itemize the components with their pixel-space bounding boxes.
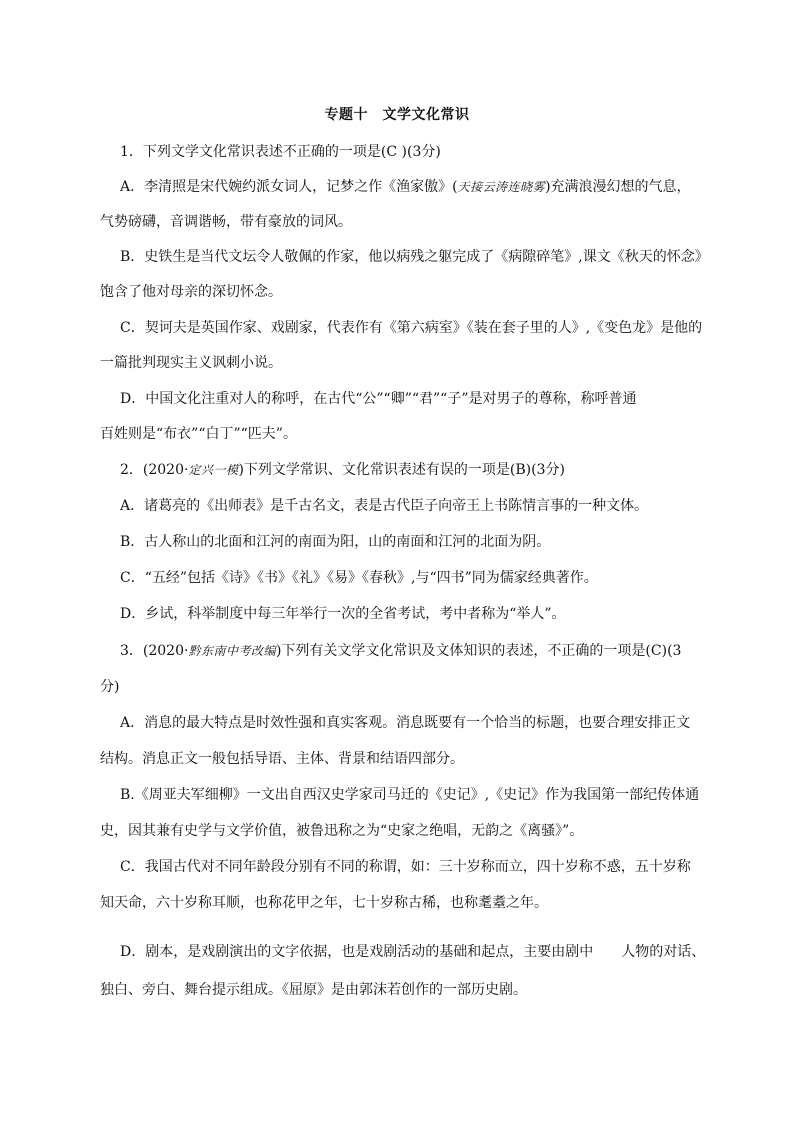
question-3-option-d: D．剧本，是戏剧演出的文字依据，也是戏剧活动的基础和起点，主要由剧中 人物的对话、: [120, 944, 706, 960]
question-3-option-d-cont: 独白、旁白、舞台提示组成。《屈原》是由郭沫若创作的一部历史剧。: [100, 982, 527, 998]
question-1-option-c: C．契诃夫是英国作家、戏剧家，代表作有《第六病室》《装在套子里的人》,《变色龙》是他的: [120, 320, 703, 336]
question-1-option-d: D．中国文化注重对人的称呼，在古代“公”“卿”“君”“子”是对男子的尊称，称呼普通: [120, 391, 637, 407]
option-a-text-1: A．李清照是宋代婉约派女词人，记梦之作《渔家傲》(: [120, 179, 458, 195]
question-2-stem: [120, 460, 720, 480]
question-2-stem-pre: 2．(2020·: [120, 462, 189, 478]
question-3-stem-cont: 分): [100, 679, 120, 695]
question-1-option-d-cont: 百姓则是“布衣”“白丁”“匹夫”。: [100, 426, 297, 442]
question-1-option-b-cont: 饱含了他对母亲的深切怀念。: [100, 284, 282, 300]
page-title: 专题十 文学文化常识: [324, 107, 470, 123]
question-3-option-a: A．消息的最大特点是时效性强和真实客观。消息既要有一个恰当的标题，也要合理安排正文: [120, 715, 691, 731]
question-2-option-a: A．诸葛亮的《出师表》是千古名文，表是古代臣子向帝王上书陈情言事的一种文体。: [120, 498, 649, 514]
question-3-option-c: C．我国古代对不同年龄段分别有不同的称谓，如：三十岁称而立，四十岁称不惑，五十岁称: [120, 859, 691, 875]
poem-title-italic: 天接云涛连晓雾: [457, 180, 546, 194]
question-3-stem-post: )下列有关文学文化常识及文体知识的表述，不正确的一项是(C)(3: [275, 643, 682, 659]
question-3-source: 黔东南中考改编: [188, 644, 276, 658]
question-3-stem: [120, 641, 720, 661]
question-1-option-b: B．史铁生是当代文坛令人敬佩的作家，他以病残之躯完成了《病隙碎笔》,课文《秋天的怀念》: [120, 249, 709, 265]
question-3-stem-pre: 3．(2020·: [120, 643, 189, 659]
question-2-stem-post: )下列文学常识、文化常识表述有误的一项是(B)(3分): [238, 462, 565, 478]
question-1-option-a: [120, 177, 720, 197]
question-3-option-c-cont: 知天命，六十岁称耳顺，也称花甲之年，七十岁称古稀，也称耄耋之年。: [100, 895, 548, 911]
option-a-text-2: )充满浪漫幻想的气息，: [545, 179, 691, 195]
question-2-option-d: D．乡试，科举制度中每三年举行一次的全省考试，考中者称为“举人”。: [120, 606, 566, 622]
question-3-option-b: B.《周亚夫军细柳》一文出自西汉史学家司马迁的《史记》,《史记》作为我国第一部纪传体通: [120, 787, 700, 803]
question-2-option-c: C．“五经”包括《诗》《书》《礼》《易》《春秋》,与“四书”同为儒家经典著作。: [120, 570, 598, 586]
question-2-option-b: B．古人称山的北面和江河的南面为阳，山的南面和江河的北面为阴。: [120, 534, 551, 550]
question-3-option-b-cont: 史，因其兼有史学与文学价值，被鲁迅称之为“史家之绝唱，无韵之《离骚》”。: [100, 823, 584, 839]
question-1-option-c-cont: 一篇批判现实主义讽刺小说。: [100, 355, 282, 371]
question-1-stem: 1．下列文学文化常识表述不正确的一项是(C )(3分): [120, 144, 441, 160]
question-2-source: 定兴一模: [188, 463, 239, 477]
question-1-option-a-cont: 气势磅礴，音调谐畅，带有豪放的词风。: [100, 214, 352, 230]
question-3-option-a-cont: 结构。消息正文一般包括导语、主体、背景和结语四部分。: [100, 751, 464, 767]
